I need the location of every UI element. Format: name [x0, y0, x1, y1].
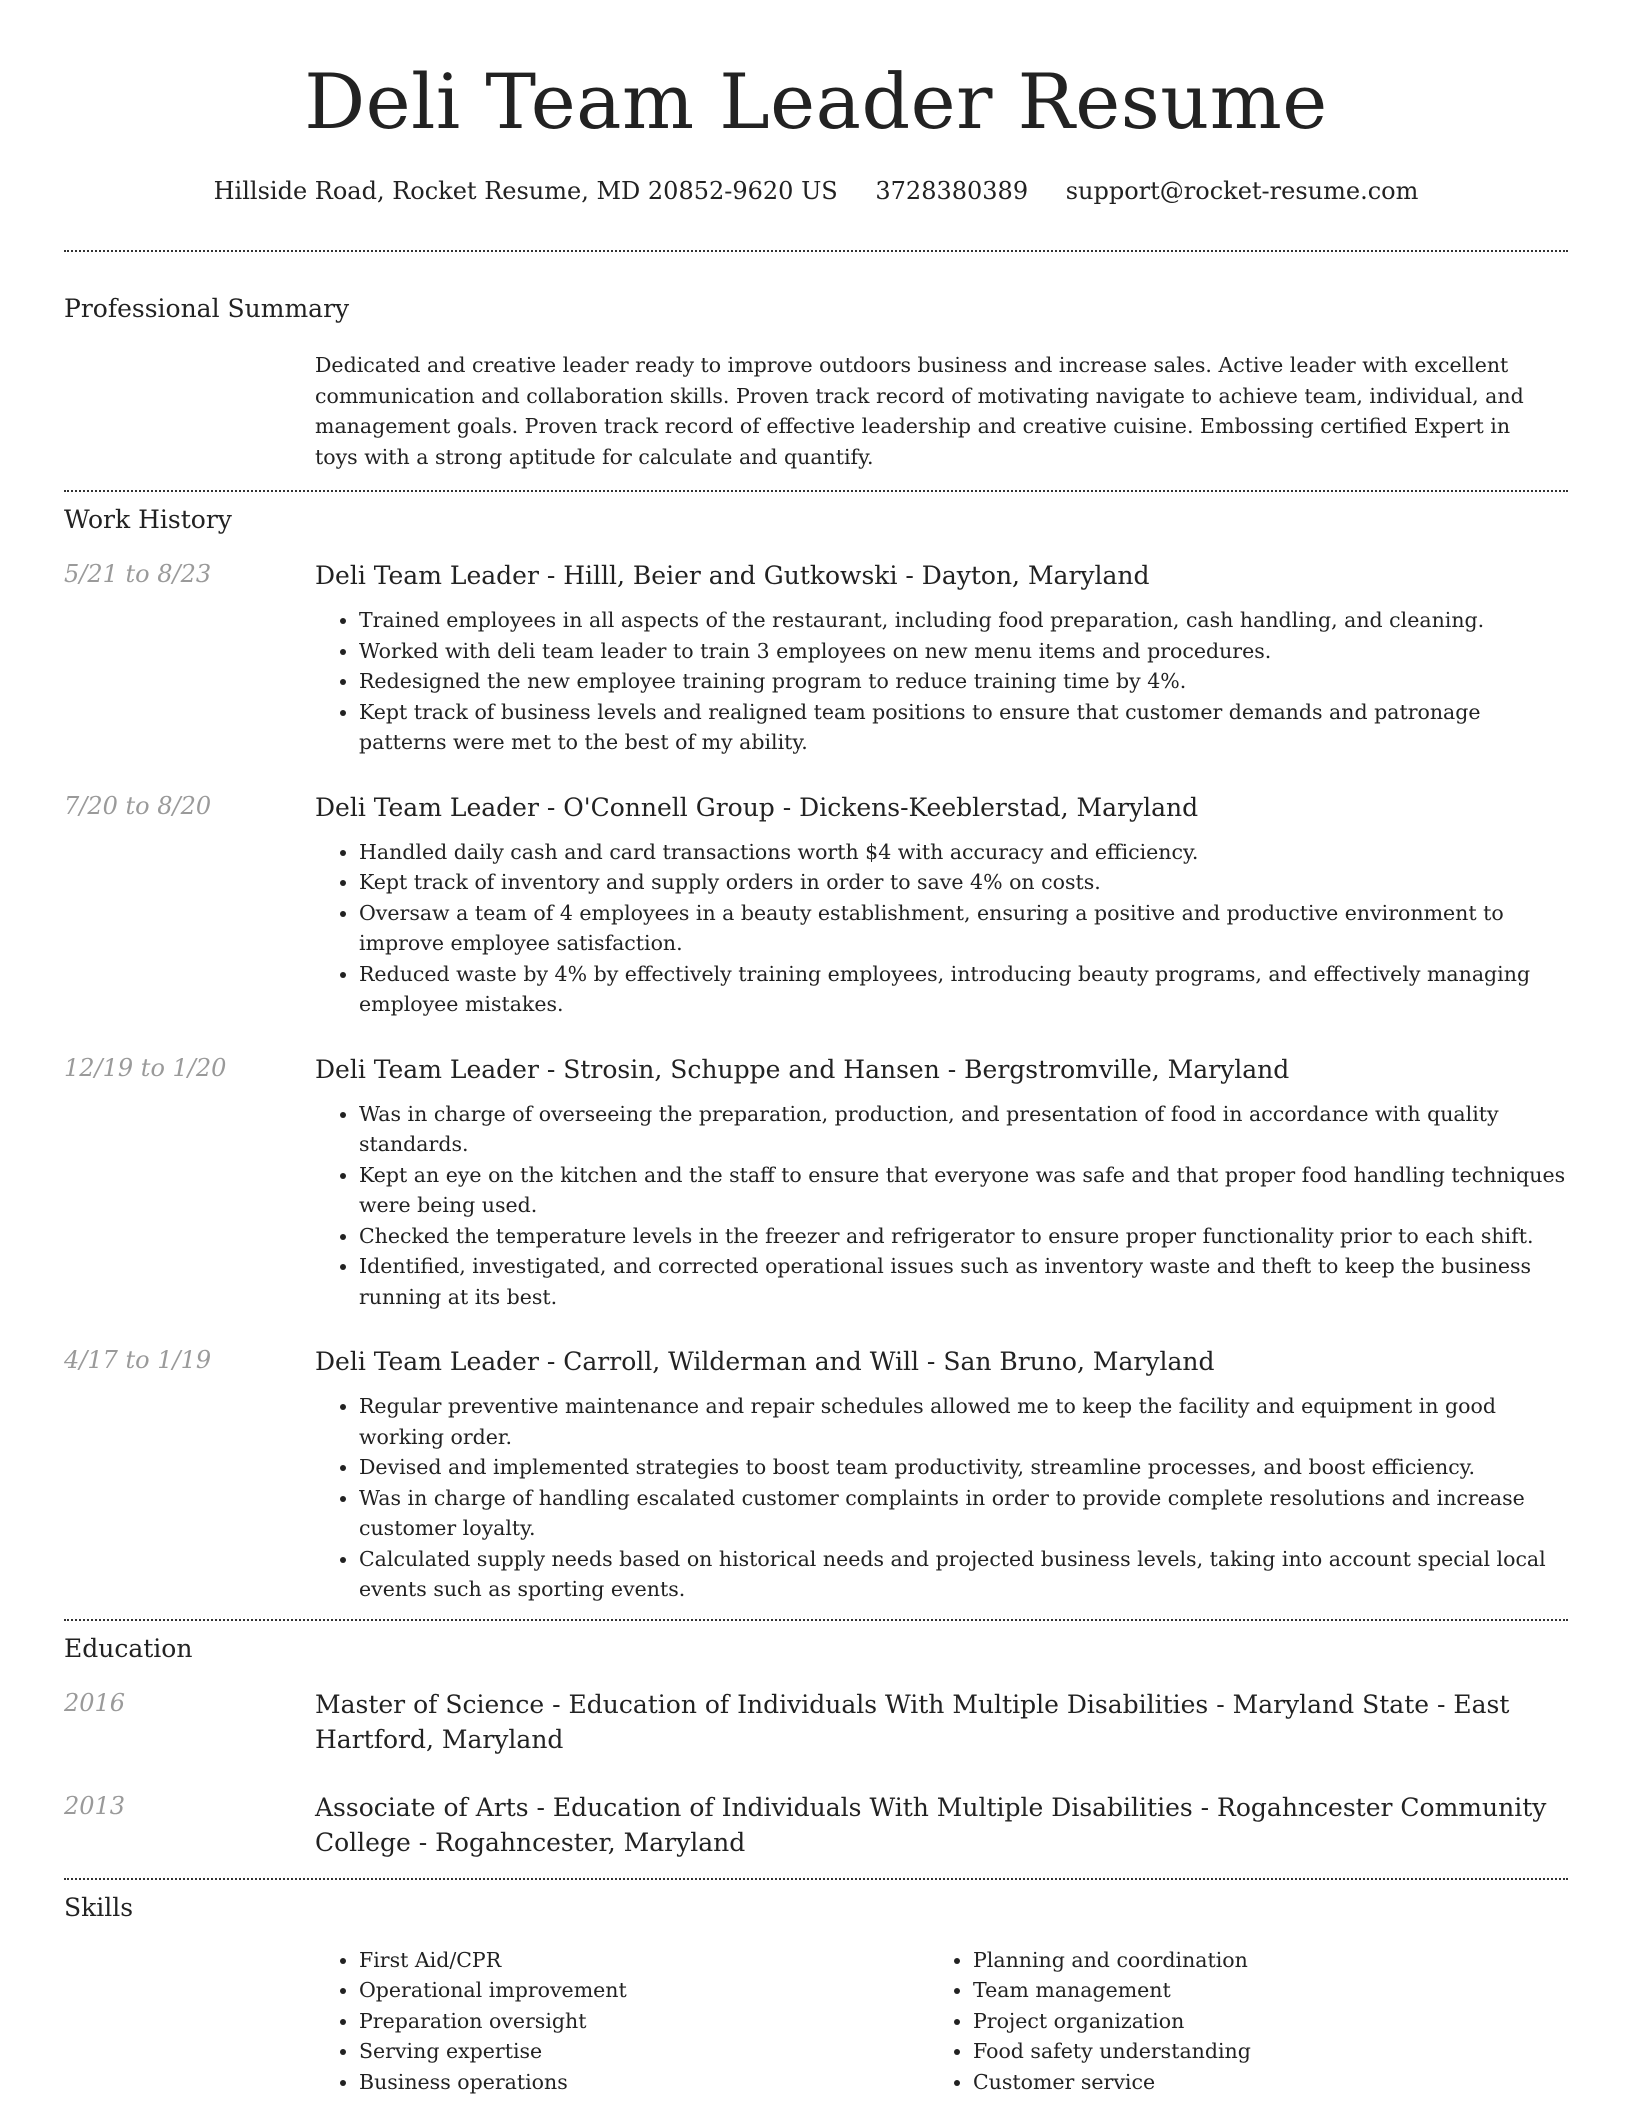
- skill-item: • Operational improvement: [359, 1975, 929, 2006]
- job-title: Deli Team Leader - Carroll, Wilderman and Will - San Bruno, Maryland: [315, 1347, 1215, 1376]
- job-bullet: • Regular preventive maintenance and repair schedules allowed me to keep the facility and equipment in good working order.: [359, 1391, 1568, 1452]
- job-bullet: • Reduced waste by 4% by effectively training employees, introducing beauty programs, and effectively managing employee mistakes.: [359, 959, 1568, 1020]
- job-bullet: • Kept track of business levels and realigned team positions to ensure that customer demands and patronage patterns were met to the best of my ability.: [359, 697, 1568, 758]
- job-bullet: • Identified, investigated, and corrected operational issues such as inventory waste and theft to keep the business running at its best.: [359, 1251, 1568, 1312]
- job-bullet: • Was in charge of overseeing the preparation, production, and presentation of food in accordance with quality standards.: [359, 1099, 1568, 1160]
- job-entry: [64, 558, 1568, 758]
- summary-text: Dedicated and creative leader ready to improve outdoors business and increase sales. Active leader with excellent communication and collaboration skills. Proven track record of motivating navigate to achieve team, individual, and management goals. Proven track record of effective leadership and creative cuisine. Embossing certified Expert in toys with a strong aptitude for calculate and quantify.: [315, 353, 1524, 469]
- skill-item: • Serving expertise: [359, 2036, 929, 2067]
- job-bullet: • Was in charge of handling escalated customer complaints in order to provide complete resolutions and increase customer loyalty.: [359, 1483, 1568, 1544]
- job-dates: 7/20 to 8/20: [64, 791, 212, 820]
- skill-item: • First Aid/CPR: [359, 1945, 929, 1976]
- job-bullet: • Oversaw a team of 4 employees in a beauty establishment, ensuring a positive and productive environment to improve employee satisfaction.: [359, 898, 1568, 959]
- job-entry: [64, 790, 1568, 1020]
- job-title: Deli Team Leader - O'Connell Group - Dickens-Keeblerstad, Maryland: [315, 792, 1199, 822]
- skills-column-right: [929, 1945, 1543, 2098]
- skills-list: [315, 1945, 1568, 2098]
- job-dates: 12/19 to 1/20: [64, 1053, 227, 1082]
- divider: [64, 1878, 1568, 1880]
- divider: [64, 490, 1568, 492]
- contact-line: [64, 176, 1568, 206]
- job-entry: [64, 1344, 1568, 1605]
- contact-address: Hillside Road, Rocket Resume, MD 20852-9620 US: [213, 177, 838, 205]
- job-title: Deli Team Leader - Hilll, Beier and Gutkowski - Dayton, Maryland: [315, 561, 1150, 590]
- job-bullets: [315, 837, 1568, 1020]
- skill-item: • Preparation oversight: [359, 2006, 929, 2037]
- education-entry: [64, 1687, 1568, 1757]
- education-year: 2013: [64, 1791, 126, 1820]
- job-bullet: • Kept an eye on the kitchen and the staff to ensure that everyone was safe and that proper food handling techniques were being used.: [359, 1160, 1568, 1221]
- contact-email: support@rocket-resume.com: [1065, 177, 1419, 205]
- education-heading: Education: [64, 1633, 193, 1663]
- job-bullets: [315, 1099, 1568, 1313]
- job-bullets: [315, 1391, 1568, 1605]
- skill-item: • Customer service: [973, 2067, 1543, 2098]
- divider: [64, 250, 1568, 252]
- skill-item: • Team management: [973, 1975, 1543, 2006]
- job-bullet: • Devised and implemented strategies to boost team productivity, streamline processes, and boost efficiency.: [359, 1452, 1568, 1483]
- work-history-heading: Work History: [64, 505, 232, 534]
- skill-item: • Food safety understanding: [973, 2036, 1543, 2067]
- skills-column-left: [315, 1945, 929, 2098]
- job-dates: 5/21 to 8/23: [64, 560, 212, 588]
- job-dates: 4/17 to 1/19: [64, 1346, 212, 1374]
- summary-heading: Professional Summary: [64, 294, 350, 323]
- contact-phone: 3728380389: [875, 177, 1029, 205]
- job-bullet: • Worked with deli team leader to train 3 employees on new menu items and procedures.: [359, 636, 1568, 667]
- job-bullet: • Kept track of inventory and supply orders in order to save 4% on costs.: [359, 867, 1568, 898]
- job-bullets: [315, 605, 1568, 758]
- job-bullet: • Handled daily cash and card transactions worth $4 with accuracy and efficiency.: [359, 837, 1568, 868]
- education-degree: Associate of Arts - Education of Individuals With Multiple Disabilities - Rogahncester Community College - Rogahncester, Maryland: [315, 1792, 1547, 1857]
- skills-heading: Skills: [64, 1892, 134, 1922]
- resume-title: Deli Team Leader Resume: [304, 57, 1328, 146]
- job-bullet: • Redesigned the new employee training program to reduce training time by 4%.: [359, 666, 1568, 697]
- job-bullet: • Checked the temperature levels in the freezer and refrigerator to ensure proper functionality prior to each shift.: [359, 1221, 1568, 1252]
- job-title: Deli Team Leader - Strosin, Schuppe and Hansen - Bergstromville, Maryland: [315, 1054, 1290, 1084]
- skill-item: • Planning and coordination: [973, 1945, 1543, 1976]
- education-year: 2016: [64, 1688, 126, 1717]
- skill-item: • Project organization: [973, 2006, 1543, 2037]
- education-entry: [64, 1790, 1568, 1860]
- job-bullet: • Trained employees in all aspects of the restaurant, including food preparation, cash handling, and cleaning.: [359, 605, 1568, 636]
- education-degree: Master of Science - Education of Individuals With Multiple Disabilities - Maryland State - East Hartford, Maryland: [315, 1689, 1510, 1754]
- resume-page: [64, 0, 1568, 2097]
- skill-item: • Business operations: [359, 2067, 929, 2098]
- job-entry: [64, 1052, 1568, 1313]
- job-bullet: • Calculated supply needs based on historical needs and projected business levels, taking into account special local events such as sporting events.: [359, 1544, 1568, 1605]
- divider: [64, 1619, 1568, 1621]
